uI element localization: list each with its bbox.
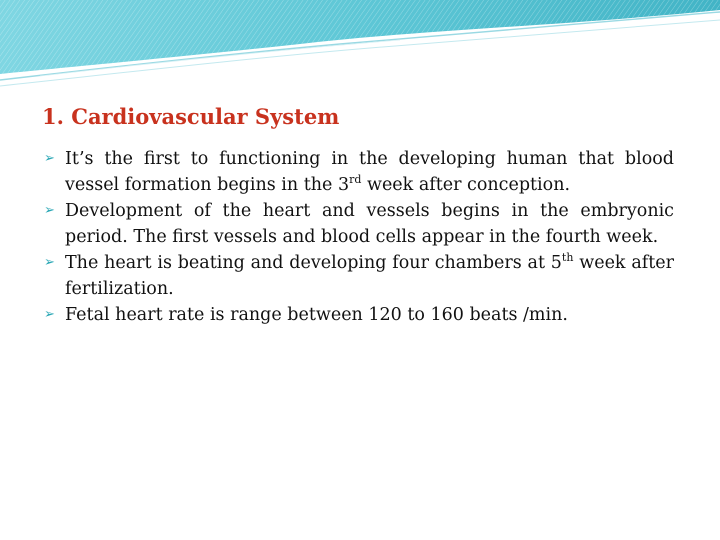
bullet-item xyxy=(42,146,674,198)
bullet-item xyxy=(42,250,674,302)
hollow-arrow-bullet-icon: ➢ xyxy=(44,203,55,218)
bullet-list xyxy=(42,146,674,328)
bullet-text: Fetal heart rate is range between 120 to 160 beats /min. xyxy=(65,305,568,325)
bullet-text: The heart is beating and developing four chambers at 5 xyxy=(65,253,562,273)
bullet-text: It’s the first to functioning in the developing human that blood vessel formation begins in the 3 xyxy=(65,149,674,195)
bullet-text: Development of the heart and vessels begins in the embryonic period. The first vessels and blood cells appear in the fourth week. xyxy=(65,201,674,247)
ordinal-suffix: rd xyxy=(349,173,362,186)
hollow-arrow-bullet-icon: ➢ xyxy=(44,255,55,270)
ordinal-suffix: th xyxy=(561,251,574,264)
hollow-arrow-bullet-icon: ➢ xyxy=(44,307,55,322)
bullet-text: week after fertilization. xyxy=(65,253,674,299)
bullet-item xyxy=(42,198,674,250)
bullet-text: week after conception. xyxy=(361,175,571,195)
slide-title: 1. Cardiovascular System xyxy=(42,104,340,129)
header-wave-decoration xyxy=(0,0,720,90)
bullet-item xyxy=(42,302,674,328)
hollow-arrow-bullet-icon: ➢ xyxy=(44,151,55,166)
